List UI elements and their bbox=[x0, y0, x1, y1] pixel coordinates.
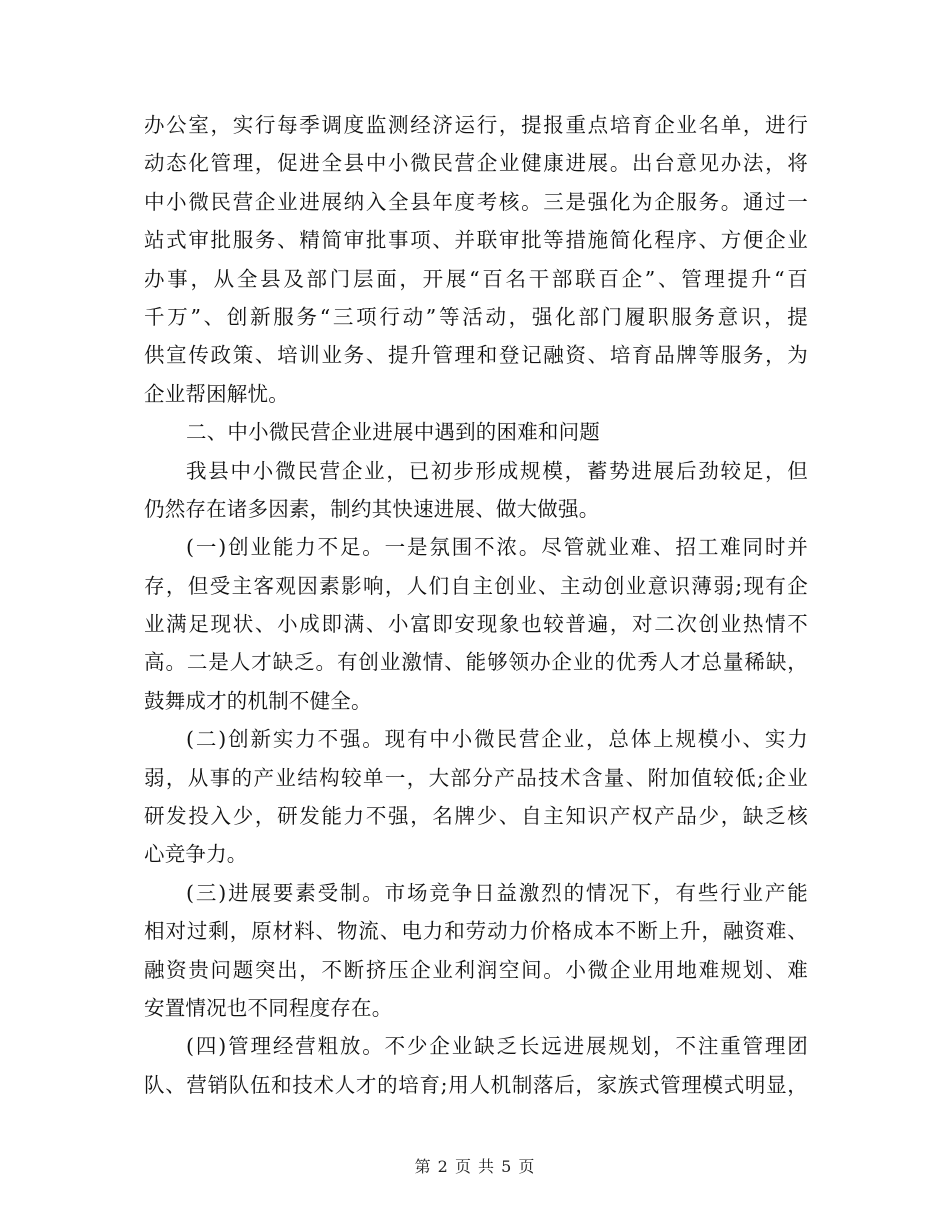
text-line: 业满足现状、小成即满、小富即安现象也较普遍，对二次创业热情不 bbox=[144, 612, 808, 637]
text-line: 动态化管理，促进全县中小微民营企业健康进展。出台意见办法，将 bbox=[144, 151, 808, 176]
text-line: (一)创业能力不足。一是氛围不浓。尽管就业难、招工难同时并 bbox=[186, 535, 808, 560]
text-line: 队、营销队伍和技术人才的培育;用人机制落后，家族式管理模式明显， bbox=[144, 1072, 808, 1097]
text-line: 办公室，实行每季调度监测经济运行，提报重点培育企业名单，进行 bbox=[144, 113, 808, 137]
text-line: 融资贵问题突出，不断挤压企业利润空间。小微企业用地难规划、难 bbox=[144, 957, 808, 982]
text-line: (四)管理经营粗放。不少企业缺乏长远进展规划，不注重管理团 bbox=[186, 1034, 808, 1059]
text-line: 企业帮困解忧。 bbox=[144, 381, 289, 406]
text-line: 中小微民营企业进展纳入全县年度考核。三是强化为企服务。通过一 bbox=[144, 189, 808, 214]
text-line: 心竞争力。 bbox=[144, 842, 248, 867]
body-text bbox=[144, 106, 808, 1104]
text-line: 相对过剩，原材料、物流、电力和劳动力价格成本不断上升，融资难、 bbox=[144, 919, 808, 944]
text-line: (二)创新实力不强。现有中小微民营企业，总体上规模小、实力 bbox=[186, 727, 808, 752]
text-line: 站式审批服务、精简审批事项、并联审批等措施简化程序、方便企业 bbox=[144, 228, 808, 253]
text-line: 办事，从全县及部门层面，开展“百名干部联百企”、管理提升“百 bbox=[144, 266, 808, 291]
text-line: 存，但受主客观因素影响，人们自主创业、主动创业意识薄弱;现有企 bbox=[144, 573, 808, 598]
text-line: 鼓舞成才的机制不健全。 bbox=[144, 688, 372, 713]
text-line: 研发投入少，研发能力不强，名牌少、自主知识产权产品少，缺乏核 bbox=[144, 804, 808, 829]
text-line: 弱，从事的产业结构较单一，大部分产品技术含量、附加值较低;企业 bbox=[144, 765, 808, 790]
text-line: 千万”、创新服务“三项行动”等活动，强化部门履职服务意识，提 bbox=[144, 304, 808, 329]
section-heading: 二、中小微民营企业进展中遇到的困难和问题 bbox=[186, 420, 600, 445]
text-line: (三)进展要素受制。市场竞争日益激烈的情况下，有些行业产能 bbox=[186, 880, 808, 905]
text-line: 供宣传政策、培训业务、提升管理和登记融资、培育品牌等服务，为 bbox=[144, 343, 808, 368]
page-number-footer: 第 2 页 共 5 页 bbox=[414, 1157, 536, 1176]
text-line: 高。二是人才缺乏。有创业激情、能够领办企业的优秀人才总量稀缺， bbox=[144, 650, 808, 675]
text-line: 仍然存在诸多因素，制约其快速进展、做大做强。 bbox=[144, 496, 600, 521]
text-line: 我县中小微民营企业，已初步形成规模，蓄势进展后劲较足，但 bbox=[186, 458, 808, 483]
text-line: 安置情况也不同程度存在。 bbox=[144, 995, 393, 1020]
